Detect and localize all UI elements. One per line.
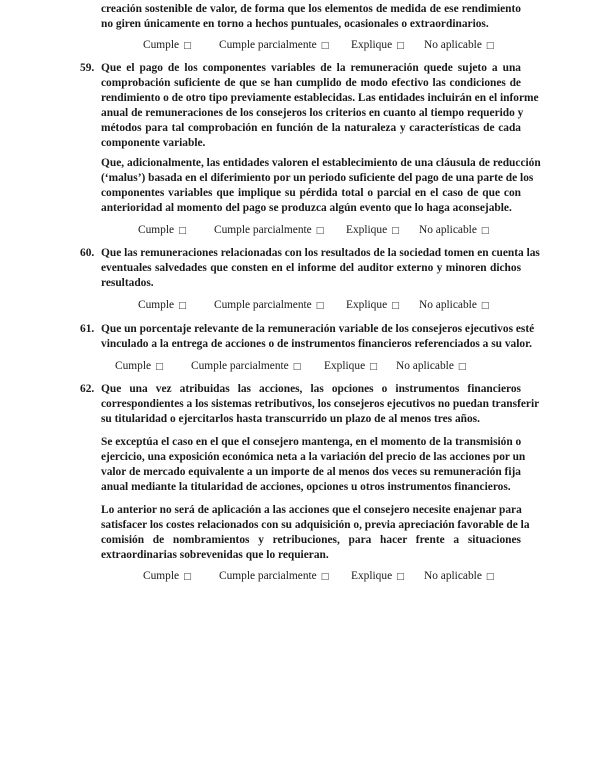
checkbox-icon[interactable]: □ (178, 226, 187, 236)
paragraph (101, 61, 539, 151)
text-line: componente variable. (101, 137, 206, 149)
checkbox-icon[interactable]: □ (480, 226, 490, 236)
text-line: eventuales salvedades que consten en el informe del auditor externo y minoren dichos (101, 262, 521, 274)
option-cumple[interactable]: Cumple □ (138, 298, 187, 314)
paragraph (101, 322, 535, 352)
checkbox-icon[interactable]: □ (315, 226, 325, 236)
option-cumple-parcialmente[interactable]: Cumple parcialmente □ (214, 298, 324, 314)
checkbox-icon[interactable]: □ (369, 362, 378, 372)
text-line: (‘malus’) basada en el diferimiento por un periodo suficiente del pago de una parte de los (101, 172, 534, 184)
checkbox-icon[interactable]: □ (396, 572, 405, 582)
text-line: creación sostenible de valor, de forma que los elementos de medida de ese rendimiento (101, 3, 521, 15)
item-number: 59. (80, 62, 95, 74)
item-number: 60. (80, 247, 95, 259)
paragraph (101, 382, 540, 427)
paragraph (101, 246, 540, 291)
option-explique[interactable]: Explique □ (351, 569, 405, 585)
text-line: Que, adicionalmente, las entidades valoren el establecimiento de una cláusula de reducción (101, 157, 541, 169)
option-explique[interactable]: Explique □ (324, 359, 378, 375)
text-line: satisfacer los costes relacionados con su adquisición o, previa apreciación favorable de la (101, 519, 530, 531)
option-cumple-parcialmente[interactable]: Cumple parcialmente □ (219, 569, 329, 585)
text-line: valor de mercado equivalente a un importe de al menos dos veces su remuneración fija (101, 466, 521, 478)
checkbox-icon[interactable]: □ (183, 572, 192, 582)
option-cumple[interactable]: Cumple □ (143, 569, 192, 585)
option-no-aplicable[interactable]: No aplicable □ (419, 298, 489, 314)
option-cumple-parcialmente[interactable]: Cumple parcialmente □ (214, 223, 324, 239)
text-line: Que un porcentaje relevante de la remuneración variable de los consejeros ejecutivos esté (101, 323, 535, 335)
text-line: Que el pago de los componentes variables de la remuneración quede sujeto a una (101, 62, 521, 74)
checkbox-icon[interactable]: □ (320, 41, 330, 51)
paragraph (101, 503, 530, 563)
text-line: correspondientes a los sistemas retributivos, los consejeros ejecutivos no puedan transferir (101, 398, 540, 410)
text-line: resultados. (101, 277, 154, 289)
option-cumple[interactable]: Cumple □ (138, 223, 187, 239)
item-number: 62. (80, 383, 95, 395)
text-line: Que una vez atribuidas las acciones, las opciones o instrumentos financieros (101, 383, 521, 395)
continuation-paragraph (101, 2, 521, 32)
option-no-aplicable[interactable]: No aplicable □ (424, 569, 494, 585)
text-line: comprobación suficiente de que se han cumplido de modo efectivo las condiciones de (101, 77, 521, 89)
option-no-aplicable[interactable]: No aplicable □ (396, 359, 466, 375)
checkbox-icon[interactable]: □ (183, 41, 192, 51)
option-no-aplicable[interactable]: No aplicable □ (419, 223, 489, 239)
text-line: rendimiento o de otro tipo previamente establecidas. Las entidades incluirán en el informe (101, 92, 539, 104)
text-line: comisión de nombramientos y retribuciones, para hacer frente a situaciones (101, 534, 521, 546)
option-explique[interactable]: Explique □ (346, 298, 400, 314)
option-explique[interactable]: Explique □ (346, 223, 400, 239)
checkbox-icon[interactable]: □ (178, 301, 187, 311)
option-no-aplicable[interactable]: No aplicable □ (424, 38, 494, 54)
checkbox-icon[interactable]: □ (480, 301, 490, 311)
checkbox-icon[interactable]: □ (396, 41, 405, 51)
text-line: componentes variables que implique su pérdida total o parcial en el caso de que con (101, 187, 521, 199)
text-line: su titularidad o ejercitarlos hasta transcurrido un plazo de al menos tres años. (101, 413, 480, 425)
option-cumple-parcialmente[interactable]: Cumple parcialmente □ (191, 359, 301, 375)
checkbox-icon[interactable]: □ (391, 226, 400, 236)
checkbox-icon[interactable]: □ (457, 362, 467, 372)
option-cumple[interactable]: Cumple □ (115, 359, 164, 375)
checkbox-icon[interactable]: □ (485, 572, 495, 582)
paragraph (101, 156, 541, 216)
text-line: anual de remuneraciones de los consejeros los criterios en cuanto al tiempo requerido y (101, 107, 524, 119)
checkbox-icon[interactable]: □ (292, 362, 302, 372)
checkbox-icon[interactable]: □ (485, 41, 495, 51)
item-number: 61. (80, 323, 95, 335)
option-cumple[interactable]: Cumple □ (143, 38, 192, 54)
text-line: Lo anterior no será de aplicación a las acciones que el consejero necesite enajenar para (101, 504, 522, 516)
option-explique[interactable]: Explique □ (351, 38, 405, 54)
text-line: anual mediante la titularidad de acciones, opciones u otros instrumentos financieros. (101, 481, 511, 493)
text-line: vinculado a la entrega de acciones o de instrumentos financieros referenciados a su valor. (101, 338, 532, 350)
checkbox-icon[interactable]: □ (320, 572, 330, 582)
text-line: ejercicio, una exposición económica neta a la variación del precio de las acciones por un (101, 451, 526, 463)
checkbox-icon[interactable]: □ (315, 301, 325, 311)
text-line: no giren únicamente en torno a hechos puntuales, ocasionales o extraordinarios. (101, 18, 489, 30)
text-line: métodos para tal comprobación en función de la naturaleza y características de cada (101, 122, 521, 134)
checkbox-icon[interactable]: □ (391, 301, 400, 311)
paragraph (101, 435, 526, 495)
checkbox-icon[interactable]: □ (155, 362, 164, 372)
text-line: anterioridad al momento del pago se produzca algún evento que lo haga aconsejable. (101, 202, 512, 214)
text-line: Que las remuneraciones relacionadas con los resultados de la sociedad tomen en cuenta las (101, 247, 540, 259)
text-line: Se exceptúa el caso en el que el consejero mantenga, en el momento de la transmisión o (101, 436, 522, 448)
text-line: extraordinarias sobrevenidas que lo requieran. (101, 549, 329, 561)
option-cumple-parcialmente[interactable]: Cumple parcialmente □ (219, 38, 329, 54)
